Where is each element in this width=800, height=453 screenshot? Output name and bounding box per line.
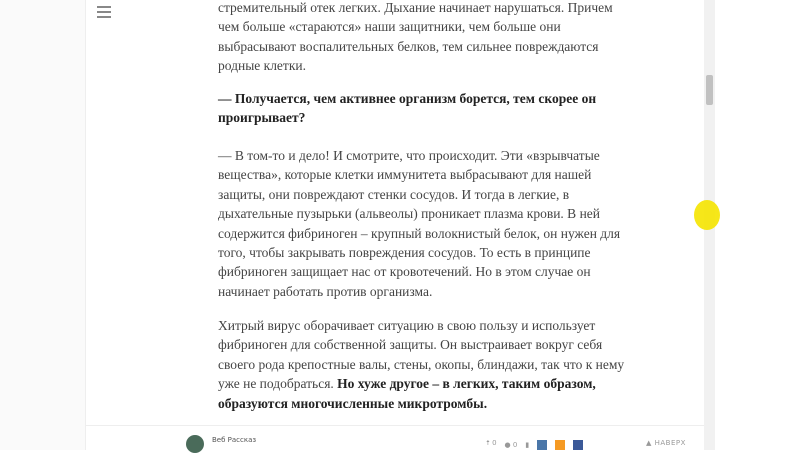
vk-share-icon[interactable] — [537, 440, 547, 450]
comment-count: 0 — [512, 440, 518, 449]
text-line: уже не подобраться. — [218, 376, 334, 392]
text-line: родные клетки. — [218, 58, 306, 74]
paragraph-virus — [218, 316, 658, 413]
text-line: того, чтобы закрывать повреждения сосудов. То есть в принципе — [218, 244, 591, 260]
author-name[interactable]: Веб Рассказ — [212, 436, 257, 444]
comment-icon: ● — [504, 440, 511, 449]
article-footer — [86, 425, 704, 450]
text-line: фибриноген защищает нас от кровотечений. Но в этом случае он — [218, 264, 591, 280]
cursor-highlight — [694, 200, 720, 230]
paragraph-answer — [218, 146, 658, 301]
actions — [486, 439, 583, 450]
scroll-top-button[interactable]: ▲ НАВЕРХ — [646, 439, 686, 447]
text-line: — В том-то и дело! И смотрите, что происходит. Эти «взрывчатые — [218, 148, 600, 163]
paragraph-1 — [218, 0, 658, 76]
hamburger-menu-icon[interactable] — [97, 6, 111, 18]
text-line: проигрывает? — [218, 110, 306, 126]
text-line: защиты, они повреждают стенки сосудов. И тогда в легкие, в — [218, 186, 570, 202]
comments-button[interactable] — [505, 441, 518, 449]
ok-share-icon[interactable] — [555, 440, 565, 450]
text-line: выбрасывают воспалительных белков, тем сильнее повреждаются — [218, 38, 599, 54]
text-line: содержится фибриноген – крупный волокнистый белок, он нужен для — [218, 225, 621, 241]
text-line: — Получается, чем активнее организм борется, тем скорее он — [218, 91, 597, 106]
like-button[interactable] — [486, 439, 497, 450]
bold-text: образуются многочисленные микротромбы. — [218, 395, 488, 411]
text-line: вещества», которые клетки иммунитета выбрасывают для нашей — [218, 167, 592, 183]
text-line: своего рода крепостные валы, стены, окопы, блиндажи, так что к нему — [218, 356, 625, 372]
text-line: стремительный отек легких. Дыхание начинает нарушаться. Причем — [218, 0, 613, 15]
text-line: Хитрый вирус оборачивает ситуацию в свою пользу и использует — [218, 318, 596, 333]
text-line: дыхательные пузырьки (альвеолы) проникает плазма крови. В ней — [218, 206, 601, 222]
scrollbar-thumb[interactable] — [706, 75, 713, 105]
bold-text: Но хуже другое – в легких, таким образом, — [337, 376, 596, 392]
text-line: фибриноген для собственной защиты. Он выстраивает вокруг себя — [218, 337, 603, 353]
text-line: чем больше «стараются» наши защитники, чем больше они — [218, 19, 561, 35]
like-count: 0 — [492, 439, 497, 447]
bookmark-icon[interactable]: ▮ — [525, 440, 530, 449]
question-heading — [218, 89, 658, 128]
facebook-share-icon[interactable] — [573, 440, 583, 450]
arrow-up-icon: 🠅 — [486, 439, 490, 447]
left-sidebar — [0, 0, 86, 450]
author-avatar[interactable] — [186, 435, 204, 453]
text-line: начинает работать против организма. — [218, 283, 433, 299]
